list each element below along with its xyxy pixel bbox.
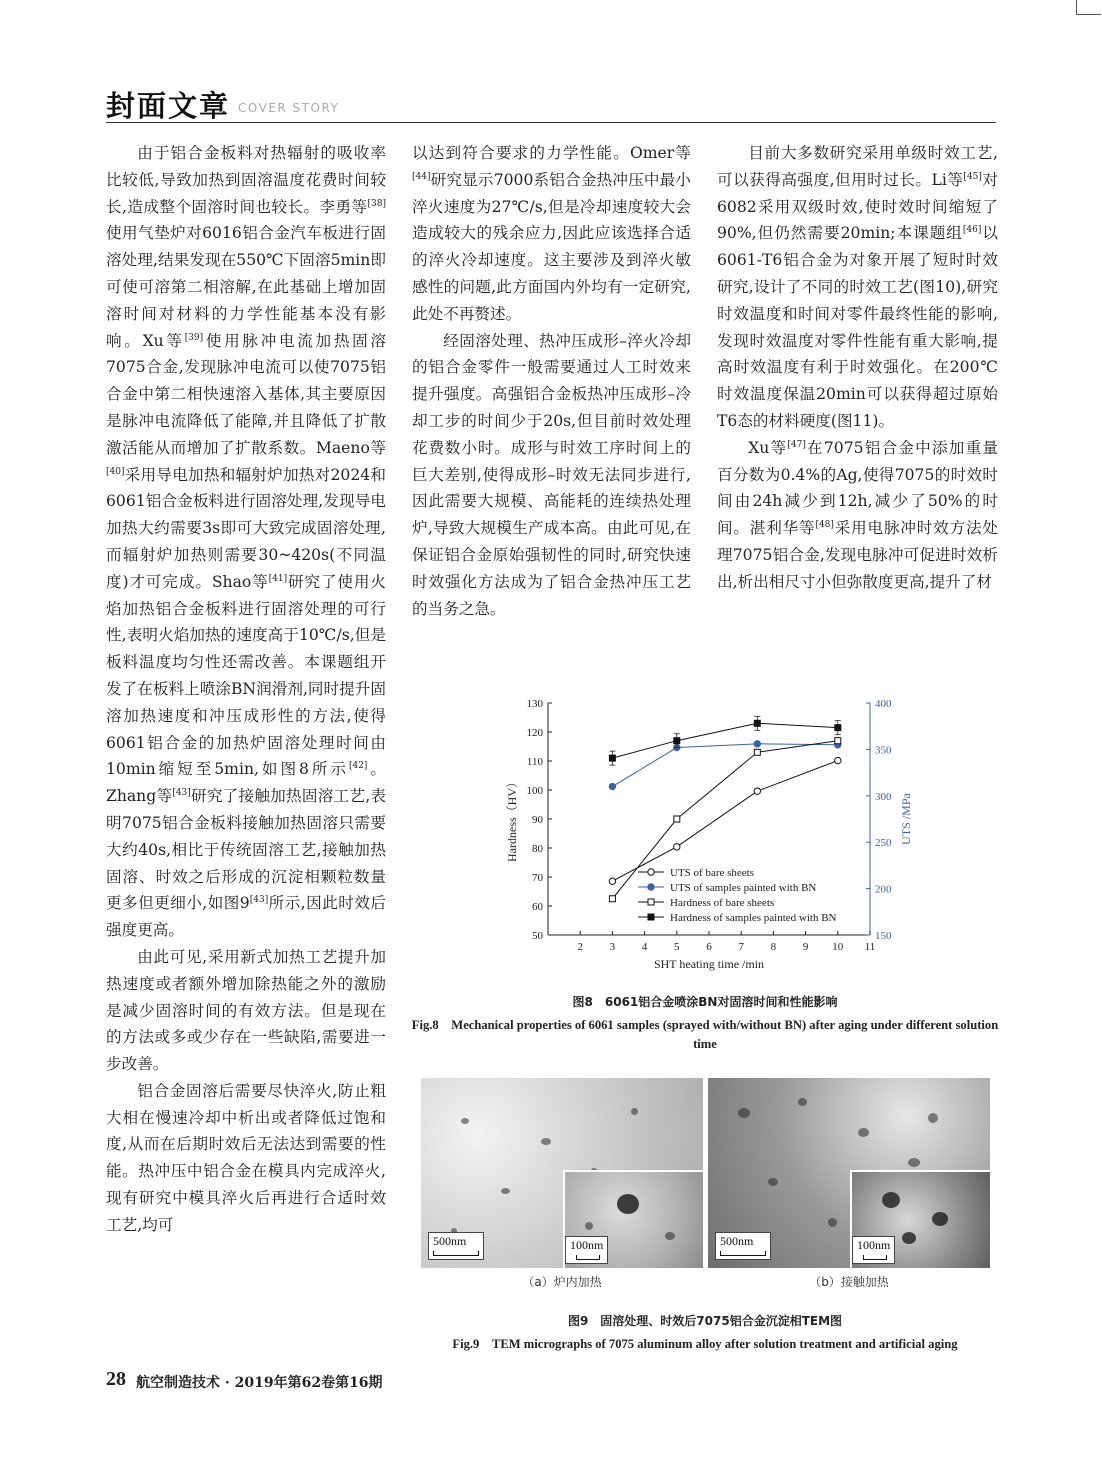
- paragraph: 由于铝合金板料对热辐射的吸收率比较低,导致加热到固溶温度花费时间较长,造成整个固溶时间也较长。李勇等[38]使用气垫炉对6016铝合金汽车板进行固溶处理,结果发现在550℃下固溶5min即可使可溶第二相溶解,在此基础上增加固溶时间对材料的力学性能基本没有影响。Xu等[39]使用脉冲电流加热固溶7075合金,发现脉冲电流可以使7075铝合金中第二相快速溶入基体,其主要原因是脉冲电流降低了能障,并且降低了扩散激活能从而增加了扩散系数。Maeno等[40]采用导电加热和辐射炉加热对2024和6061铝合金板料进行固溶处理,发现导电加热大约需要3s即可大致完成固溶处理,而辐射炉加热则需要30~420s(不同温度)才可完成。Shao等[41]研究了使用火焰加热铝合金板料进行固溶处理的可行性,表明火焰加热的速度高于10℃/s,但是板料温度均匀性还需改善。本课题组开发了在板料上喷涂BN润滑剂,同时提升固溶加热速度和冲压成形性的方法,使得6061铝合金的加热炉固溶处理时间由10min缩短至5min,如图8所示[42]。Zhang等[43]研究了接触加热固溶工艺,表明7075铝合金板料接触加热固溶只需要大约40s,相比于传统固溶工艺,接触加热固溶、时效之后形成的沉淀相颗粒数量更多但更细小,如图9[43]所示,因此时效后强度更高。: [106, 144, 386, 940]
- subfigure-label-b: （b）接触加热: [809, 1275, 889, 1289]
- text-column-2: [412, 140, 691, 622]
- y-right-tick-label: 250: [875, 837, 892, 850]
- y-left-tick-label: 130: [526, 698, 543, 710]
- y-right-tick-label: 150: [875, 930, 892, 942]
- y-left-axis-label: Hardness（HV）: [505, 776, 519, 862]
- data-point-series-3: [835, 725, 841, 731]
- data-point-series-2: [835, 738, 841, 744]
- legend-label-1: UTS of samples painted with BN: [670, 882, 817, 894]
- paragraph: Xu等[47]在7075铝合金中添加重量百分数为0.4%的Ag,使得7075的时效时间由24h减少到12h,减少了50%的时间。湛利华等[48]采用电脉冲时效方法处理7075铝合金,发现电脉冲可促进时效析出,析出相尺寸小但弥散度更高,提升了材: [717, 438, 998, 591]
- paragraph: 以达到符合要求的力学性能。Omer等[44]研究显示7000系铝合金热冲压中最小淬火速度为27℃/s,但是冷却速度较大会造成较大的残余应力,因此应该选择合适的淬火冷却速度。这主要涉及到淬火敏感性的问题,此方面国内外均有一定研究,此处不再赘述。: [412, 144, 691, 323]
- data-point-series-3: [609, 755, 615, 761]
- series-line-3: [612, 723, 837, 758]
- figure-9-caption-cn: 图9 固溶处理、时效后7075铝合金沉淀相TEM图: [567, 1314, 843, 1328]
- page-number: 28: [106, 1368, 126, 1390]
- legend-marker-3: [648, 914, 654, 920]
- y-left-tick-label: 50: [532, 930, 543, 942]
- figure-8-chart: [500, 693, 920, 983]
- x-tick-label: 3: [609, 941, 616, 953]
- x-tick-label: 2: [577, 941, 583, 953]
- legend-marker-1: [648, 884, 654, 890]
- scale-bar-100nm: 100nm: [852, 1236, 895, 1264]
- y-right-tick-label: 300: [875, 790, 892, 803]
- subfigure-label-a: （a）炉内加热: [522, 1275, 602, 1289]
- section-title-cn: 封面文章: [106, 89, 231, 123]
- y-right-axis-label: UTS /MPa: [899, 793, 913, 845]
- paragraph: 由此可见,采用新式加热工艺提升加热速度或者额外增加除热能之外的激励是减少固溶时间的有效方法。但是现在的方法或多或少存在一些缺陷,需要进一步改善。: [106, 947, 386, 1074]
- x-tick-label: 11: [864, 941, 876, 953]
- data-point-series-0: [674, 844, 680, 850]
- data-point-series-0: [754, 788, 760, 794]
- figure-9-caption-en: Fig.9 TEM micrographs of 7075 aluminum alloy after solution treatment and artificial aging: [452, 1337, 958, 1351]
- figure-8-caption: [410, 993, 1000, 1054]
- legend-label-2: Hardness of bare sheets: [670, 897, 775, 909]
- data-point-series-1: [754, 741, 760, 747]
- legend-label-0: UTS of bare sheets: [670, 867, 755, 879]
- y-left-tick-label: 70: [532, 872, 543, 884]
- scale-bar-500nm: 500nm: [715, 1232, 771, 1260]
- legend-marker-0: [648, 869, 654, 875]
- header-rule: [106, 122, 996, 123]
- y-left-tick-label: 120: [526, 727, 543, 739]
- figure-8-caption-cn: 图8 6061铝合金喷涂BN对固溶时间和性能影响: [572, 995, 838, 1009]
- x-tick-label: 9: [802, 941, 809, 953]
- y-left-tick-label: 100: [526, 785, 543, 797]
- data-point-series-3: [674, 738, 680, 744]
- y-left-tick-label: 90: [532, 814, 543, 826]
- text-column-1: [106, 140, 386, 1239]
- journal-name: 航空制造技术 · 2019年第62卷第16期: [136, 1375, 383, 1391]
- x-tick-label: 7: [738, 941, 744, 953]
- data-point-series-2: [609, 896, 615, 902]
- paragraph: 目前大多数研究采用单级时效工艺,可以获得高强度,但用时过长。Li等[45]对6082采用双级时效,使时效时间缩短了90%,但仍然需要20min;本课题组[46]以6061-T6铝合金为对象开展了短时时效研究,设计了不同的时效工艺(图10),研究时效温度和时间对零件最终性能的影响,发现时效温度对零件性能有重大影响,提高时效温度有利于时效强化。在200℃时效温度保温20min可以获得超过原始T6态的材料硬度(图11)。: [717, 144, 998, 430]
- tem-image-contact: [708, 1078, 990, 1268]
- x-tick-label: 4: [641, 941, 648, 953]
- scale-bar-100nm: 100nm: [565, 1236, 608, 1264]
- corner-crop-mark: [1076, 0, 1101, 15]
- data-point-series-0: [835, 757, 841, 763]
- y-left-tick-label: 80: [532, 843, 543, 855]
- figure-9-caption: [410, 1312, 1000, 1354]
- figure-8-caption-en: Fig.8 Mechanical properties of 6061 samples (sprayed with/without BN) after aging under different solution time: [411, 1018, 999, 1051]
- y-left-tick-label: 60: [532, 901, 543, 913]
- text-column-3: [717, 140, 998, 596]
- data-point-series-3: [754, 720, 760, 726]
- x-tick-label: 8: [770, 941, 777, 953]
- y-right-tick-label: 350: [875, 744, 892, 757]
- y-right-tick-label: 200: [875, 883, 892, 896]
- data-point-series-2: [754, 749, 760, 755]
- page-footer: [106, 1368, 606, 1392]
- y-left-tick-label: 110: [526, 756, 543, 768]
- x-tick-label: 6: [706, 941, 712, 953]
- x-tick-label: 10: [832, 941, 844, 953]
- section-title-en: COVER STORY: [238, 101, 340, 115]
- y-right-tick-label: 400: [875, 698, 892, 710]
- x-axis-label: SHT heating time /min: [653, 957, 765, 971]
- legend-label-3: Hardness of samples painted with BN: [670, 912, 837, 924]
- x-tick-label: 5: [674, 941, 680, 953]
- legend-marker-2: [648, 899, 654, 905]
- data-point-series-0: [609, 878, 615, 884]
- series-line-1: [612, 744, 837, 787]
- data-point-series-2: [674, 816, 680, 822]
- data-point-series-1: [609, 783, 615, 789]
- tem-image-furnace: [421, 1078, 703, 1268]
- scale-bar-500nm: 500nm: [428, 1232, 484, 1260]
- paragraph: 经固溶处理、热冲压成形–淬火冷却的铝合金零件一般需要通过人工时效来提升强度。高强铝合金板热冲压成形–冷却工步的时间少于20s,但目前时效处理花费数小时。成形与时效工序时间上的巨大差别,使得成形–时效无法同步进行,因此需要大规模、高能耗的连续热处理炉,导致大规模生产成本高。由此可见,在保证铝合金原始强韧性的同时,研究快速时效强化方法成为了铝合金热冲压工艺的当务之急。: [412, 331, 691, 618]
- paragraph: 铝合金固溶后需要尽快淬火,防止粗大相在慢速冷却中析出或者降低过饱和度,从而在后期时效后无法达到需要的性能。热冲压中铝合金在模具内完成淬火,现有研究中模具淬火后再进行合适时效工艺,均可: [106, 1081, 386, 1234]
- section-header: [106, 84, 996, 124]
